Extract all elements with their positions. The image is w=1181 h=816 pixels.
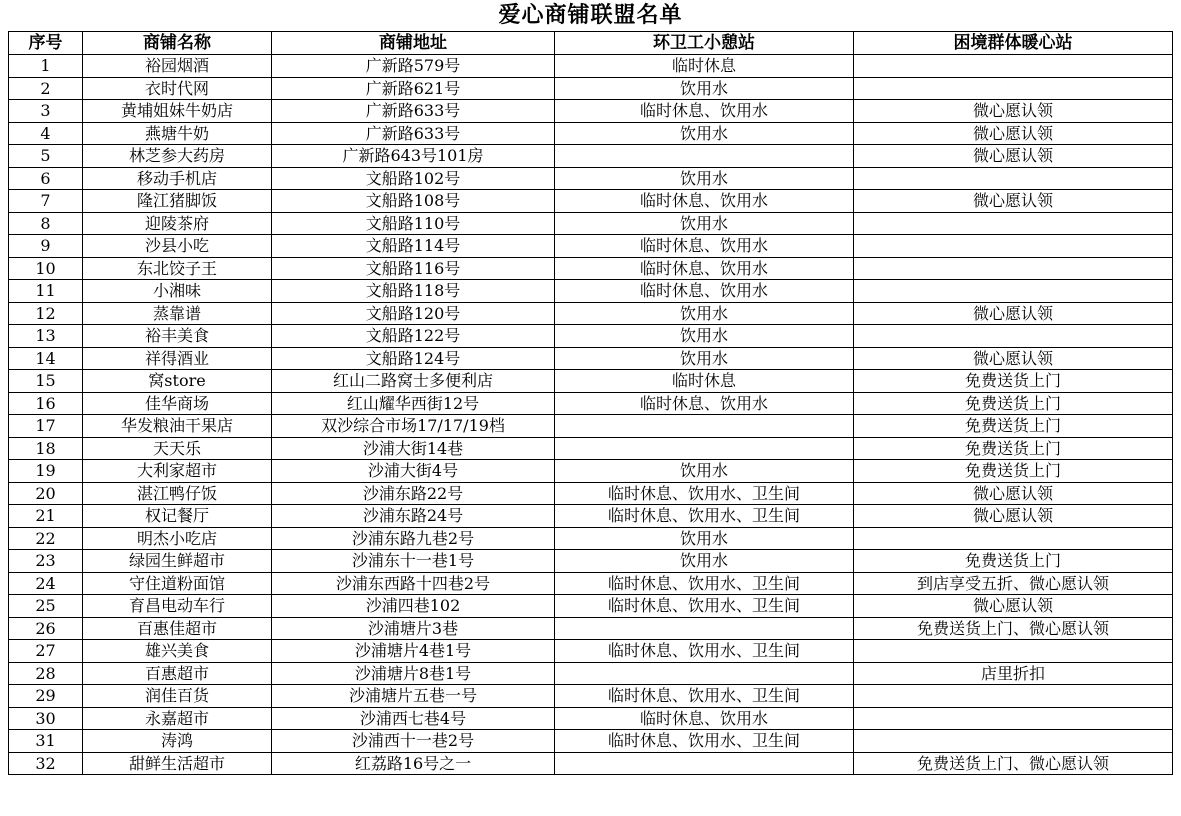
cell-warm-station (854, 55, 1173, 78)
cell-index: 7 (9, 190, 83, 213)
cell-index: 25 (9, 595, 83, 618)
cell-warm-station: 微心愿认领 (854, 145, 1173, 168)
cell-index: 20 (9, 482, 83, 505)
cell-shop-address: 沙浦东路22号 (272, 482, 555, 505)
header-index: 序号 (9, 32, 83, 55)
cell-warm-station (854, 707, 1173, 730)
cell-index: 26 (9, 617, 83, 640)
cell-shop-address: 沙浦东路九巷2号 (272, 527, 555, 550)
cell-shop-name: 燕塘牛奶 (83, 122, 272, 145)
cell-shop-address: 文船路116号 (272, 257, 555, 280)
cell-shop-name: 百惠超市 (83, 662, 272, 685)
cell-shop-name: 权记餐厅 (83, 505, 272, 528)
cell-warm-station: 到店享受五折、微心愿认领 (854, 572, 1173, 595)
cell-index: 3 (9, 100, 83, 123)
cell-shop-name: 佳华商场 (83, 392, 272, 415)
cell-shop-name: 黄埔姐妹牛奶店 (83, 100, 272, 123)
cell-warm-station (854, 730, 1173, 753)
table-row (9, 370, 1173, 393)
cell-index: 30 (9, 707, 83, 730)
cell-rest-station: 临时休息、饮用水、卫生间 (555, 482, 854, 505)
cell-index: 29 (9, 685, 83, 708)
cell-rest-station: 临时休息、饮用水 (555, 707, 854, 730)
table-row (9, 752, 1173, 775)
cell-shop-name: 林芝参大药房 (83, 145, 272, 168)
cell-rest-station: 临时休息、饮用水、卫生间 (555, 505, 854, 528)
cell-shop-name: 湛江鸭仔饭 (83, 482, 272, 505)
cell-warm-station: 免费送货上门 (854, 437, 1173, 460)
cell-rest-station (555, 752, 854, 775)
cell-shop-address: 沙浦西七巷4号 (272, 707, 555, 730)
cell-warm-station: 微心愿认领 (854, 122, 1173, 145)
cell-index: 15 (9, 370, 83, 393)
cell-shop-address: 沙浦塘片8巷1号 (272, 662, 555, 685)
cell-warm-station (854, 77, 1173, 100)
cell-index: 4 (9, 122, 83, 145)
table-row (9, 392, 1173, 415)
cell-shop-name: 祥得酒业 (83, 347, 272, 370)
cell-index: 10 (9, 257, 83, 280)
cell-shop-address: 红荔路16号之一 (272, 752, 555, 775)
table-row (9, 212, 1173, 235)
cell-shop-address: 沙浦大街4号 (272, 460, 555, 483)
cell-warm-station: 免费送货上门、微心愿认领 (854, 752, 1173, 775)
cell-shop-address: 文船路120号 (272, 302, 555, 325)
cell-shop-address: 沙浦四巷102 (272, 595, 555, 618)
table-row (9, 347, 1173, 370)
table-row (9, 190, 1173, 213)
table-row (9, 550, 1173, 573)
cell-rest-station: 临时休息、饮用水、卫生间 (555, 685, 854, 708)
table-row (9, 167, 1173, 190)
cell-shop-address: 广新路633号 (272, 122, 555, 145)
cell-rest-station: 临时休息、饮用水 (555, 392, 854, 415)
cell-index: 24 (9, 572, 83, 595)
cell-index: 6 (9, 167, 83, 190)
table-row (9, 707, 1173, 730)
cell-index: 9 (9, 235, 83, 258)
cell-warm-station (854, 325, 1173, 348)
cell-index: 31 (9, 730, 83, 753)
cell-warm-station (854, 212, 1173, 235)
cell-shop-address: 文船路118号 (272, 280, 555, 303)
cell-index: 17 (9, 415, 83, 438)
cell-shop-name: 守住道粉面馆 (83, 572, 272, 595)
header-shop-name: 商铺名称 (83, 32, 272, 55)
cell-warm-station: 免费送货上门 (854, 370, 1173, 393)
cell-index: 18 (9, 437, 83, 460)
cell-index: 1 (9, 55, 83, 78)
cell-shop-address: 红山二路窝士多便利店 (272, 370, 555, 393)
cell-shop-name: 大利家超市 (83, 460, 272, 483)
cell-rest-station: 饮用水 (555, 212, 854, 235)
table-row (9, 77, 1173, 100)
table-row (9, 280, 1173, 303)
cell-warm-station (854, 235, 1173, 258)
table-row (9, 617, 1173, 640)
cell-rest-station (555, 617, 854, 640)
cell-shop-name: 永嘉超市 (83, 707, 272, 730)
table-row (9, 572, 1173, 595)
cell-rest-station (555, 662, 854, 685)
cell-rest-station: 饮用水 (555, 167, 854, 190)
cell-warm-station: 微心愿认领 (854, 505, 1173, 528)
cell-shop-address: 红山耀华西街12号 (272, 392, 555, 415)
cell-shop-name: 绿园生鲜超市 (83, 550, 272, 573)
cell-shop-name: 沙县小吃 (83, 235, 272, 258)
table-row (9, 505, 1173, 528)
cell-rest-station: 临时休息、饮用水 (555, 235, 854, 258)
cell-shop-address: 沙浦大街14巷 (272, 437, 555, 460)
cell-shop-name: 百惠佳超市 (83, 617, 272, 640)
cell-shop-name: 移动手机店 (83, 167, 272, 190)
header-sanitation-rest-station: 环卫工小憩站 (555, 32, 854, 55)
cell-rest-station: 饮用水 (555, 302, 854, 325)
cell-shop-address: 文船路110号 (272, 212, 555, 235)
cell-shop-address: 广新路633号 (272, 100, 555, 123)
cell-warm-station: 免费送货上门 (854, 550, 1173, 573)
cell-shop-name: 明杰小吃店 (83, 527, 272, 550)
cell-rest-station: 临时休息、饮用水 (555, 190, 854, 213)
table-row (9, 730, 1173, 753)
cell-warm-station: 免费送货上门 (854, 415, 1173, 438)
cell-rest-station: 饮用水 (555, 325, 854, 348)
table-row (9, 235, 1173, 258)
cell-warm-station (854, 167, 1173, 190)
table-row (9, 55, 1173, 78)
cell-shop-name: 润佳百货 (83, 685, 272, 708)
cell-shop-address: 双沙综合市场17/17/19档 (272, 415, 555, 438)
cell-shop-name: 育昌电动车行 (83, 595, 272, 618)
table-body (9, 55, 1173, 775)
cell-warm-station: 微心愿认领 (854, 595, 1173, 618)
cell-shop-name: 隆江猪脚饭 (83, 190, 272, 213)
cell-rest-station (555, 145, 854, 168)
table-row (9, 100, 1173, 123)
table-row (9, 145, 1173, 168)
cell-shop-address: 沙浦塘片3巷 (272, 617, 555, 640)
cell-rest-station: 临时休息、饮用水、卫生间 (555, 640, 854, 663)
cell-shop-address: 广新路579号 (272, 55, 555, 78)
cell-index: 21 (9, 505, 83, 528)
cell-shop-address: 广新路643号101房 (272, 145, 555, 168)
cell-shop-name: 窝store (83, 370, 272, 393)
cell-shop-address: 文船路124号 (272, 347, 555, 370)
table-row (9, 415, 1173, 438)
table-header-row (9, 32, 1173, 55)
cell-index: 19 (9, 460, 83, 483)
cell-shop-name: 裕丰美食 (83, 325, 272, 348)
cell-shop-address: 文船路114号 (272, 235, 555, 258)
header-shop-address: 商铺地址 (272, 32, 555, 55)
cell-rest-station: 饮用水 (555, 122, 854, 145)
table-row (9, 527, 1173, 550)
cell-warm-station (854, 527, 1173, 550)
cell-index: 5 (9, 145, 83, 168)
cell-rest-station (555, 437, 854, 460)
cell-shop-name: 涛鸿 (83, 730, 272, 753)
cell-rest-station: 临时休息、饮用水 (555, 100, 854, 123)
cell-rest-station: 饮用水 (555, 347, 854, 370)
cell-rest-station (555, 415, 854, 438)
cell-warm-station (854, 257, 1173, 280)
cell-shop-name: 雄兴美食 (83, 640, 272, 663)
cell-warm-station: 微心愿认领 (854, 347, 1173, 370)
cell-shop-address: 沙浦西十一巷2号 (272, 730, 555, 753)
cell-shop-name: 甜鲜生活超市 (83, 752, 272, 775)
cell-index: 22 (9, 527, 83, 550)
cell-rest-station: 临时休息、饮用水、卫生间 (555, 572, 854, 595)
cell-rest-station: 饮用水 (555, 550, 854, 573)
cell-index: 16 (9, 392, 83, 415)
table-row (9, 482, 1173, 505)
cell-warm-station: 免费送货上门、微心愿认领 (854, 617, 1173, 640)
cell-index: 32 (9, 752, 83, 775)
cell-rest-station: 饮用水 (555, 460, 854, 483)
cell-rest-station: 饮用水 (555, 527, 854, 550)
cell-shop-name: 蒸靠谱 (83, 302, 272, 325)
table-row (9, 325, 1173, 348)
cell-shop-address: 广新路621号 (272, 77, 555, 100)
cell-warm-station (854, 640, 1173, 663)
shop-list-table (8, 31, 1173, 775)
table-row (9, 122, 1173, 145)
table-row (9, 640, 1173, 663)
cell-shop-address: 文船路122号 (272, 325, 555, 348)
cell-warm-station: 免费送货上门 (854, 460, 1173, 483)
table-row (9, 595, 1173, 618)
table-row (9, 437, 1173, 460)
cell-warm-station (854, 685, 1173, 708)
table-row (9, 460, 1173, 483)
cell-index: 28 (9, 662, 83, 685)
cell-index: 14 (9, 347, 83, 370)
cell-warm-station: 微心愿认领 (854, 302, 1173, 325)
table-row (9, 302, 1173, 325)
cell-shop-address: 文船路108号 (272, 190, 555, 213)
cell-shop-name: 迎陵茶府 (83, 212, 272, 235)
cell-rest-station: 临时休息、饮用水、卫生间 (555, 730, 854, 753)
cell-index: 13 (9, 325, 83, 348)
cell-index: 8 (9, 212, 83, 235)
cell-warm-station: 微心愿认领 (854, 100, 1173, 123)
cell-shop-address: 沙浦东路24号 (272, 505, 555, 528)
page-title: 爱心商铺联盟名单 (498, 3, 683, 28)
cell-rest-station: 临时休息、饮用水 (555, 257, 854, 280)
cell-warm-station (854, 280, 1173, 303)
cell-warm-station: 微心愿认领 (854, 482, 1173, 505)
cell-warm-station: 微心愿认领 (854, 190, 1173, 213)
cell-shop-name: 华发粮油干果店 (83, 415, 272, 438)
cell-shop-name: 天天乐 (83, 437, 272, 460)
cell-rest-station: 饮用水 (555, 77, 854, 100)
cell-warm-station: 免费送货上门 (854, 392, 1173, 415)
cell-shop-address: 文船路102号 (272, 167, 555, 190)
cell-shop-address: 沙浦东十一巷1号 (272, 550, 555, 573)
header-warm-heart-station: 困境群体暖心站 (854, 32, 1173, 55)
cell-index: 27 (9, 640, 83, 663)
cell-shop-address: 沙浦东西路十四巷2号 (272, 572, 555, 595)
table-row (9, 662, 1173, 685)
cell-index: 11 (9, 280, 83, 303)
cell-shop-address: 沙浦塘片4巷1号 (272, 640, 555, 663)
cell-rest-station: 临时休息 (555, 370, 854, 393)
cell-warm-station: 店里折扣 (854, 662, 1173, 685)
cell-shop-name: 东北饺子王 (83, 257, 272, 280)
cell-rest-station: 临时休息、饮用水 (555, 280, 854, 303)
cell-rest-station: 临时休息 (555, 55, 854, 78)
table-row (9, 257, 1173, 280)
cell-index: 2 (9, 77, 83, 100)
cell-rest-station: 临时休息、饮用水、卫生间 (555, 595, 854, 618)
cell-shop-name: 小湘味 (83, 280, 272, 303)
cell-shop-name: 衣时代网 (83, 77, 272, 100)
cell-shop-name: 裕园烟酒 (83, 55, 272, 78)
cell-index: 23 (9, 550, 83, 573)
cell-shop-address: 沙浦塘片五巷一号 (272, 685, 555, 708)
table-row (9, 685, 1173, 708)
cell-index: 12 (9, 302, 83, 325)
